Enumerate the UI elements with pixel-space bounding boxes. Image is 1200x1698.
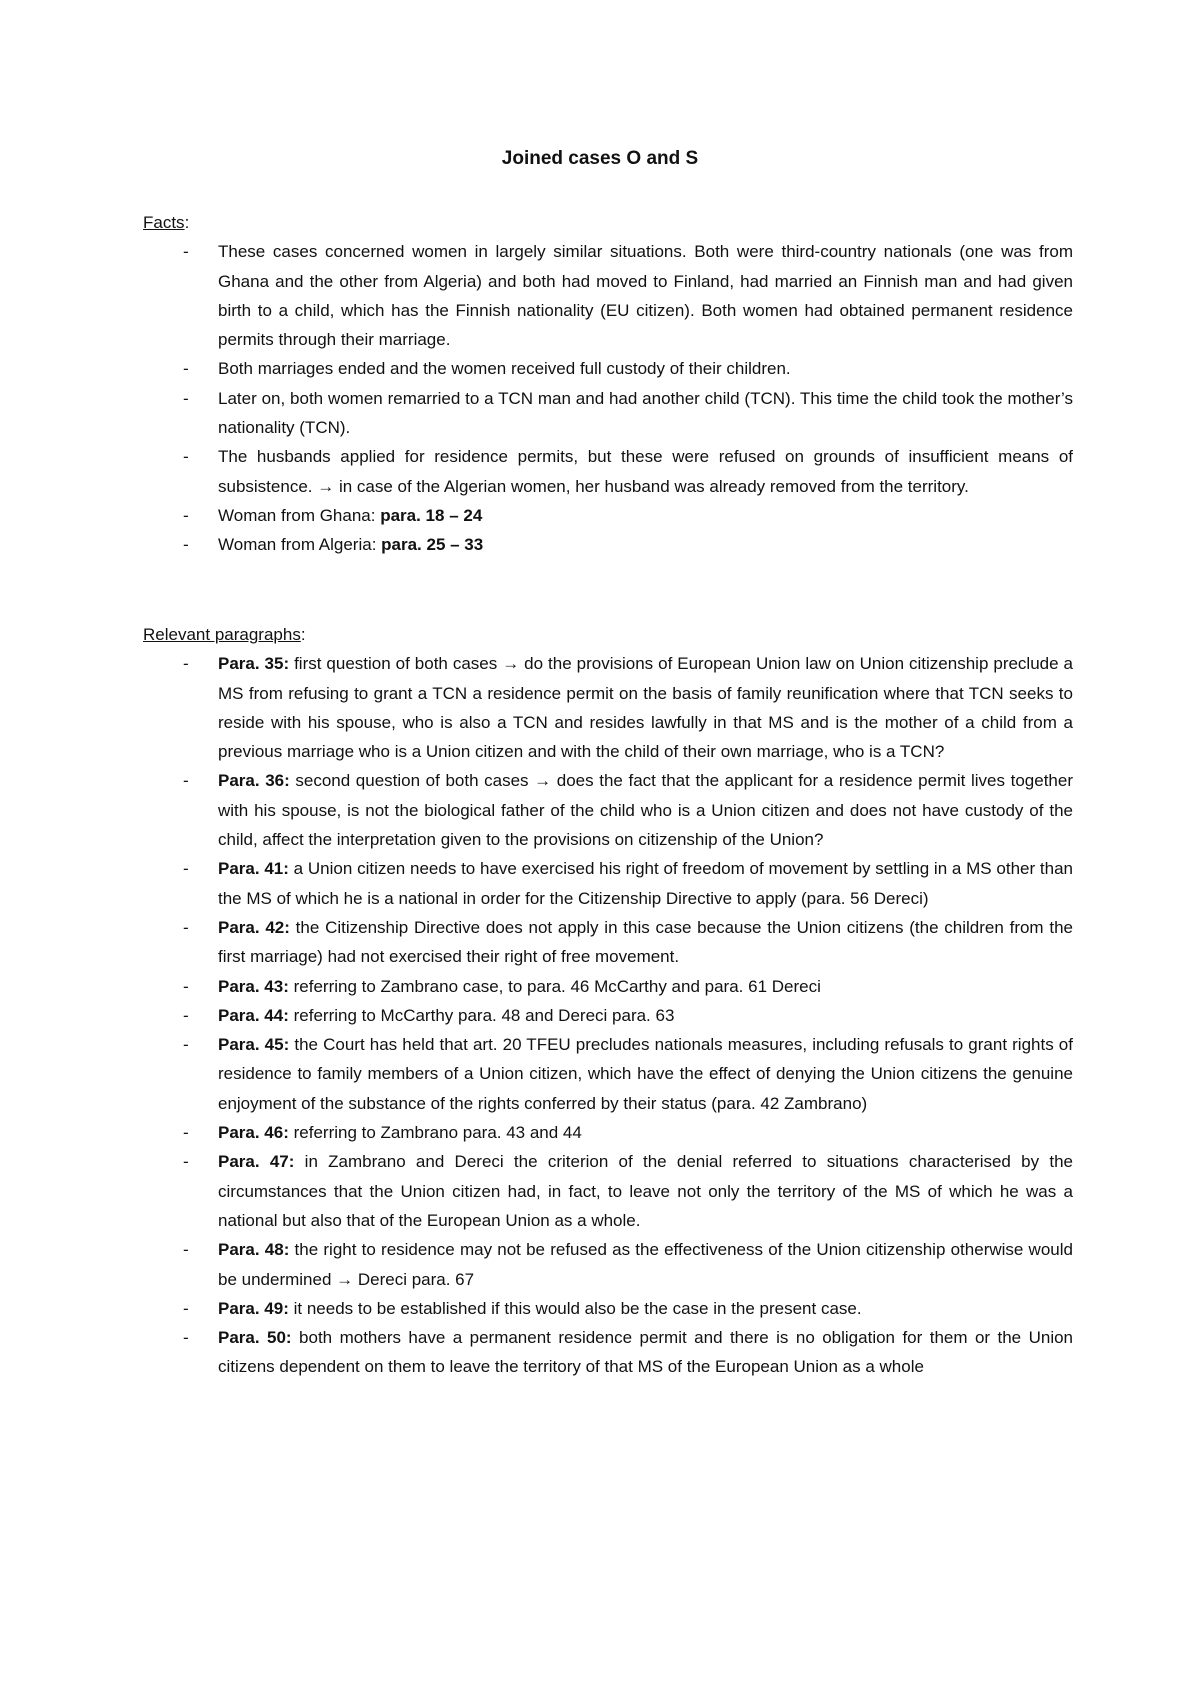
list-item xyxy=(143,1030,1073,1118)
list-item xyxy=(143,1235,1073,1294)
bullet-dash: - xyxy=(183,535,189,555)
bullet-dash: - xyxy=(183,505,189,525)
facts-heading-line xyxy=(143,208,1073,237)
list-item xyxy=(143,1001,1073,1030)
para-ref: Para. 44: xyxy=(218,1005,289,1025)
list-item-text: the right to residence may not be refused as the effectiveness of the Union citizenship otherwise would be undermined → Dereci para. 67 xyxy=(218,1240,1073,1289)
list-item xyxy=(143,501,1073,530)
facts-heading: Facts xyxy=(143,213,185,232)
list-item-prefix: Woman from Ghana: xyxy=(218,505,381,525)
list-item xyxy=(143,354,1073,383)
list-item-text: Both marriages ended and the women received full custody of their children. xyxy=(218,359,791,379)
bullet-dash: - xyxy=(183,976,189,996)
list-item-text: These cases concerned women in largely similar situations. Both were third-country nationals (one was from Ghana and the other from Algeria) and both had moved to Finland, had married an Finnish man and had given birth to a child, which has the Finnish nationality (EU citizen). Both women had obtained permanent residence permits through their marriage. xyxy=(218,242,1073,350)
para-ref: Para. 49: xyxy=(218,1298,289,1318)
list-item-text: second question of both cases → does the fact that the applicant for a residence permit lives together with his spouse, is not the biological father of the child who is a Union citizen and does not have custody of the child, affect the interpretation given to the provisions on citizenship of the Union? xyxy=(218,771,1073,850)
list-item-text: a Union citizen needs to have exercised his right of freedom of movement by settling in a MS other than the MS of which he is a national in order for the Citizenship Directive to apply (para. 56 Dereci) xyxy=(218,859,1073,908)
list-item-text: Later on, both women remarried to a TCN man and had another child (TCN). This time the child took the mother’s nationality (TCN). xyxy=(218,388,1073,438)
list-item-text: referring to Zambrano case, to para. 46 McCarthy and para. 61 Dereci xyxy=(288,976,821,996)
bullet-dash: - xyxy=(183,359,189,379)
para-ref: Para. 47: xyxy=(218,1152,295,1172)
bullet-dash: - xyxy=(183,1328,189,1348)
bullet-dash: - xyxy=(183,859,189,879)
list-item-text: The husbands applied for residence permits, but these were refused on grounds of insufficient means of subsistence. → in case of the Algerian women, her husband was already removed from the territory. xyxy=(218,447,1073,496)
bullet-dash: - xyxy=(183,1123,189,1143)
facts-heading-colon: : xyxy=(184,213,190,232)
list-item xyxy=(143,854,1073,913)
list-item-text: the Court has held that art. 20 TFEU precludes nationals measures, including refusals to grant rights of residence to family members of a Union citizen, which have the effect of denying the Union citizens the genuine enjoyment of the substance of the rights conferred by their status (para. 42 Zambrano) xyxy=(218,1035,1073,1113)
bullet-dash: - xyxy=(183,654,189,674)
bullet-dash: - xyxy=(183,1035,189,1055)
list-item xyxy=(143,1294,1073,1323)
relevant-heading: Relevant paragraphs xyxy=(143,625,301,644)
list-item-text: in Zambrano and Dereci the criterion of the denial referred to situations characterised by the circumstances that the Union citizen had, in fact, to leave not only the territory of the MS of which he was a national but also that of the European Union as a whole. xyxy=(218,1152,1073,1230)
list-item-text: first question of both cases → do the provisions of European Union law on Union citizenship preclude a MS from refusing to grant a TCN a residence permit on the basis of family reunification where that TCN seeks to reside with his spouse, who is also a TCN and resides lawfully in that MS and is the mother of a child from a previous marriage who is a Union citizen and with the child of their own marriage, who is a TCN? xyxy=(218,654,1073,762)
para-ref: Para. 50: xyxy=(218,1328,292,1348)
bullet-dash: - xyxy=(183,917,189,937)
bullet-dash: - xyxy=(183,1152,189,1172)
list-item-bold: para. 18 – 24 xyxy=(380,505,483,525)
list-item xyxy=(143,649,1073,766)
list-item xyxy=(143,237,1073,354)
bullet-dash: - xyxy=(183,1240,189,1260)
relevant-list xyxy=(143,649,1073,1381)
list-item-text: it needs to be established if this would also be the case in the present case. xyxy=(288,1298,862,1318)
list-item-text: referring to McCarthy para. 48 and Dereci para. 63 xyxy=(288,1005,675,1025)
list-item xyxy=(143,1147,1073,1235)
document-title: Joined cases O and S xyxy=(501,148,699,169)
list-item xyxy=(143,1118,1073,1147)
para-ref: Para. 35: xyxy=(218,654,290,674)
para-ref: Para. 43: xyxy=(218,976,289,996)
para-ref: Para. 42: xyxy=(218,917,290,937)
list-item xyxy=(143,913,1073,972)
para-ref: Para. 45: xyxy=(218,1035,290,1055)
list-item xyxy=(143,766,1073,854)
list-item-text: both mothers have a permanent residence permit and there is no obligation for them or the Union citizens dependent on them to leave the territory of that MS of the European Union as a whole xyxy=(218,1328,1073,1377)
bullet-dash: - xyxy=(183,388,189,408)
facts-section xyxy=(143,208,1073,560)
para-ref: Para. 36: xyxy=(218,771,290,791)
list-item-text: referring to Zambrano para. 43 and 44 xyxy=(288,1123,582,1143)
relevant-paragraphs-section xyxy=(143,620,1073,1382)
list-item xyxy=(143,442,1073,501)
list-item-bold: para. 25 – 33 xyxy=(381,535,484,555)
list-item-text: the Citizenship Directive does not apply in this case because the Union citizens (the children from the first marriage) had not exercised their right of free movement. xyxy=(218,917,1073,967)
bullet-dash: - xyxy=(183,447,189,467)
bullet-dash: - xyxy=(183,242,189,262)
bullet-dash: - xyxy=(183,1005,189,1025)
para-ref: Para. 48: xyxy=(218,1240,290,1260)
list-item xyxy=(143,972,1073,1001)
list-item-prefix: Woman from Algeria: xyxy=(218,535,382,555)
facts-list xyxy=(143,237,1073,559)
para-ref: Para. 41: xyxy=(218,859,289,879)
relevant-heading-line xyxy=(143,620,1073,649)
bullet-dash: - xyxy=(183,771,189,791)
list-item xyxy=(143,384,1073,443)
bullet-dash: - xyxy=(183,1298,189,1318)
list-item xyxy=(143,530,1073,559)
relevant-heading-colon: : xyxy=(300,625,306,644)
list-item xyxy=(143,1323,1073,1382)
para-ref: Para. 46: xyxy=(218,1123,289,1143)
